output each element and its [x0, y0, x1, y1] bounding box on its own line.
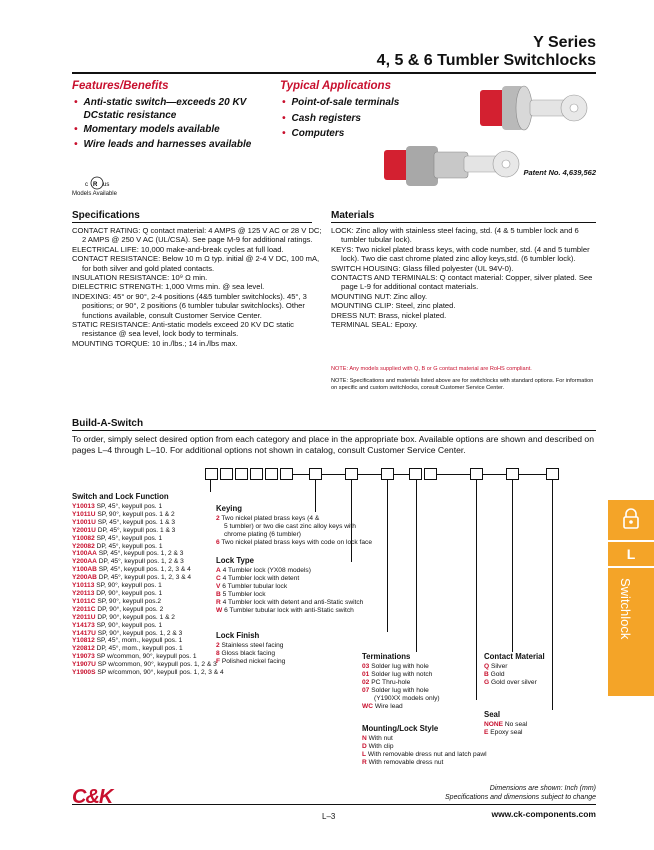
side-tab	[608, 500, 654, 696]
option-row: 8 Gloss black facing	[216, 649, 276, 657]
ck-logo: C&K	[72, 786, 113, 808]
option-row: N With nut	[362, 735, 393, 742]
spec-item: ELECTRICAL LIFE: 10,000 make-and-break cycles at full load.	[72, 244, 284, 254]
side-tab-letter: L	[626, 546, 636, 562]
order-box[interactable]	[345, 468, 358, 480]
specifications-list	[72, 226, 322, 348]
svg-text:us: us	[103, 182, 110, 188]
keying-heading: Keying	[216, 504, 242, 513]
lock-type-heading: Lock Type	[216, 556, 254, 565]
seal-heading: Seal	[484, 710, 501, 719]
option-row: B 5 Tumbler lock	[216, 590, 266, 598]
option-row: Y1417U SP, 90°, keypull pos. 1, 2 & 3	[72, 629, 183, 637]
order-box[interactable]	[235, 468, 248, 480]
option-row: Y20082 DP, 45°, keypull pos. 1	[72, 542, 163, 550]
option-row: A 4 Tumbler lock (YX08 models)	[216, 567, 311, 574]
switchlock-lower	[384, 146, 519, 186]
spec-item: CONTACT RESISTANCE: Below 10 m Ω typ. initial @ 2-4 V DC, 100 mA, for both silver and gold plated contacts.	[72, 254, 320, 273]
patent-number: Patent No. 4,639,562	[523, 168, 596, 177]
option-row: Y200AA DP, 45°, keypull pos. 1, 2 & 3	[72, 558, 184, 566]
option-row: Y20113 DP, 90°, keypull pos. 1	[72, 589, 163, 597]
order-box[interactable]	[424, 468, 437, 480]
option-row: B Gold	[484, 670, 505, 678]
option-row: Y10082 SP, 45°, keypull pos. 1	[72, 534, 163, 542]
features-heading: Features/Benefits	[72, 80, 169, 92]
lock-icon	[622, 508, 640, 530]
spec-item: MOUNTING TORQUE: 10 in./lbs.; 14 in./lbs max.	[72, 338, 238, 348]
contact-heading: Contact Material	[484, 652, 545, 661]
feature-item: • Momentary models available	[74, 124, 220, 135]
option-row: C 4 Tumbler lock with detent	[216, 574, 300, 582]
option-row: F Polished nickel facing	[216, 657, 286, 665]
application-item: • Computers	[282, 128, 345, 139]
option-row: Y19073 SP w/common, 90°, keypull pos. 1	[72, 653, 197, 661]
lock-type-list	[216, 567, 396, 614]
option-row: 01 Solder lug with notch	[362, 670, 433, 678]
subject-to-change: Specifications and dimensions subject to change	[445, 794, 596, 801]
option-row: Y10812 SP, 45°, mom., keypull pos. 1	[72, 637, 183, 645]
svg-text:c: c	[85, 182, 88, 188]
option-row: Y100AB SP, 45°, keypull pos. 1, 2, 3 & 4	[72, 566, 191, 574]
terminations-heading: Terminations	[362, 652, 411, 661]
feature-item: • Anti-static switch—exceeds 20 KV DCstatic resistance	[74, 97, 247, 121]
option-row: 2 Two nickel plated brass keys (4 &	[216, 515, 320, 522]
option-row: D With clip	[362, 742, 394, 750]
feature-item: • Wire leads and harnesses available	[74, 138, 252, 150]
seal-list	[484, 721, 564, 737]
materials-heading: Materials	[331, 210, 375, 221]
option-row: 6 Two nickel plated brass keys with code on lock face	[216, 538, 373, 546]
option-row: W 6 Tumbler tubular lock with anti-Static switch	[216, 606, 354, 614]
order-box[interactable]	[309, 468, 322, 480]
option-row: Y200AB DP, 45°, keypull pos. 1, 2, 3 & 4	[72, 574, 192, 582]
application-item: • Cash registers	[282, 112, 361, 124]
option-row: L With removable dress nut and latch pawl	[362, 750, 487, 758]
specifications-rule	[72, 222, 312, 223]
option-row: Y20812 DP, 45°, mom., keypull pos. 1	[72, 645, 183, 653]
option-row: Y10113 SP, 90°, keypull pos. 1	[72, 582, 162, 590]
option-row: Y2011C DP, 90°, keypull pos. 2	[72, 605, 164, 613]
order-box[interactable]	[546, 468, 559, 480]
switch-lock-list	[72, 503, 224, 677]
lock-finish-list	[216, 642, 376, 666]
order-box[interactable]	[506, 468, 519, 480]
option-row: R 4 Tumbler lock with detent and anti-Static switch	[216, 598, 364, 606]
order-box[interactable]	[265, 468, 278, 480]
spec-item: INDEXING: 45° or 90°, 2-4 positions (4&5 tumbler switchlocks). 45°, 3 positions; or 90°, 2 positions (6 tumbler tubular switchlocks). Other functions available, consult Customer Service Center.	[72, 291, 307, 320]
build-intro: To order, simply select desired option from each category and place in the appropriate box. Available options are shown and described on pages L–4 through L–10. For additional options not shown in catalog, consult Customer Service Center.	[72, 434, 594, 455]
specifications-heading: Specifications	[72, 210, 140, 221]
option-row: V 6 Tumbler tubular lock	[216, 582, 288, 590]
series-title: Y Series	[533, 34, 596, 51]
product-photo	[384, 76, 598, 196]
build-rule	[72, 430, 596, 431]
option-row: NONE No seal	[484, 721, 528, 728]
order-box[interactable]	[280, 468, 293, 480]
switchlock-upper	[480, 86, 587, 130]
material-item: TERMINAL SEAL: Epoxy.	[331, 320, 418, 330]
option-row: chrome plating (6 tumbler)	[224, 530, 301, 538]
spec-item: CONTACT RATING: Q contact material: 4 AMPS @ 125 V AC or 28 V DC; 2 AMPS @ 250 V AC (UL/CSA). See page M-9 for additional ratings.	[72, 226, 322, 245]
application-item: • Point-of-sale terminals	[282, 97, 400, 108]
material-item: CONTACTS AND TERMINALS: Q contact material: Copper, silver plated. See page L-9 for additional contact materials.	[331, 273, 593, 292]
option-row: R With removable dress nut	[362, 758, 444, 766]
side-tab-label: Switchlock	[618, 578, 633, 640]
contact-list	[484, 663, 564, 687]
material-item: MOUNTING CLIP: Steel, zinc plated.	[331, 301, 456, 311]
order-box[interactable]	[381, 468, 394, 480]
footer-rule	[72, 804, 596, 805]
option-row: G Gold over silver	[484, 678, 537, 686]
option-row: 2 Stainless steel facing	[216, 642, 284, 649]
option-row: Y1900S SP w/common, 90°, keypull pos. 1, 2, 3 & 4	[72, 669, 224, 677]
order-box[interactable]	[409, 468, 422, 480]
header-rule	[72, 72, 596, 74]
rohs-note: NOTE: Any models supplied with Q, B or G contact material are RoHS compliant.	[331, 366, 532, 372]
terminations-list	[362, 663, 472, 710]
option-row: Y1011C SP, 90°, keypull pos.2	[72, 597, 162, 605]
option-row: Y14173 SP, 90°, keypull pos. 1	[72, 621, 163, 629]
option-row: 07 Solder lug with hole	[362, 686, 429, 694]
order-box[interactable]	[205, 468, 218, 480]
option-row: (Y190XX models only)	[374, 694, 440, 702]
lock-finish-heading: Lock Finish	[216, 631, 260, 640]
option-row: E Epoxy seal	[484, 728, 523, 736]
order-box[interactable]	[250, 468, 263, 480]
option-row: Q Silver	[484, 663, 508, 670]
material-item: MOUNTING NUT: Zinc alloy.	[331, 291, 428, 301]
materials-list	[331, 226, 596, 329]
option-row: Y10013 SP, 45°, keypull pos. 1	[72, 503, 163, 510]
spec-item: INSULATION RESISTANCE: 10⁹ Ω min.	[72, 273, 208, 283]
applications-heading: Typical Applications	[280, 80, 391, 92]
material-item: LOCK: Zinc alloy with stainless steel facing, std. (4 & 5 tumbler lock and 6 tumbler tubular lock).	[331, 226, 579, 245]
mounting-heading: Mounting/Lock Style	[362, 724, 439, 733]
material-item: KEYS: Two nickel plated brass keys, with code number, std. (4 and 5 tumbler lock). Two die cast chrome plated zinc alloy keys,std. (6 tumbler lock).	[331, 244, 590, 264]
cert-label: Models Available	[72, 191, 117, 197]
spec-item: STATIC RESISTANCE: Anti-static models exceed 20 KV DC static resistance @ sea level, lock body to terminals.	[72, 320, 294, 339]
spec-item: DIELECTRIC STRENGTH: 1,000 Vrms min. @ sea level.	[72, 282, 265, 292]
features-list	[74, 97, 274, 151]
website-link[interactable]: www.ck-components.com	[491, 809, 596, 819]
order-box[interactable]	[220, 468, 233, 480]
materials-note: NOTE: Specifications and materials listed above are for switchlocks with standard options. For information on specific and custom switchlocks, consult Customer Service Center.	[331, 378, 594, 391]
dimensions-note: Dimensions are shown: Inch (mm)	[489, 785, 596, 792]
option-row: Y1001U SP, 45°, keypull pos. 1 & 3	[72, 518, 175, 526]
option-row: Y2001U DP, 45°, keypull pos. 1 & 3	[72, 526, 176, 534]
option-row: Y2011U DP, 90°, keypull pos. 1 & 2	[72, 613, 175, 621]
option-row: WC Wire lead	[362, 702, 403, 710]
option-row: Y1907U SP w/common, 90°, keypull pos. 1, 2 & 3	[72, 661, 217, 669]
page-subtitle: 4, 5 & 6 Tumbler Switchlocks	[376, 52, 596, 69]
material-item: DRESS NUT: Brass, nickel plated.	[331, 310, 447, 320]
switch-lock-heading: Switch and Lock Function	[72, 492, 169, 501]
material-item: SWITCH HOUSING: Glass filled polyester (UL 94V-0).	[331, 263, 514, 273]
option-row: 5 tumbler) or two die cast zinc alloy keys with	[224, 522, 356, 530]
option-row: 02 PC Thru-hole	[362, 678, 411, 686]
build-heading: Build-A-Switch	[72, 418, 144, 429]
keying-list	[216, 515, 396, 547]
svg-text:R: R	[93, 182, 98, 188]
option-row: Y100AA SP, 45°, keypull pos. 1, 2 & 3	[72, 550, 184, 558]
ul-cert-icon	[84, 176, 110, 190]
option-row: Y1011U SP, 90°, keypull pos. 1 & 2	[72, 510, 175, 518]
option-row: 03 Solder lug with hole	[362, 663, 429, 670]
order-box[interactable]	[470, 468, 483, 480]
page-number: L–3	[322, 812, 336, 821]
materials-rule	[331, 222, 596, 223]
mounting-list	[362, 735, 502, 767]
